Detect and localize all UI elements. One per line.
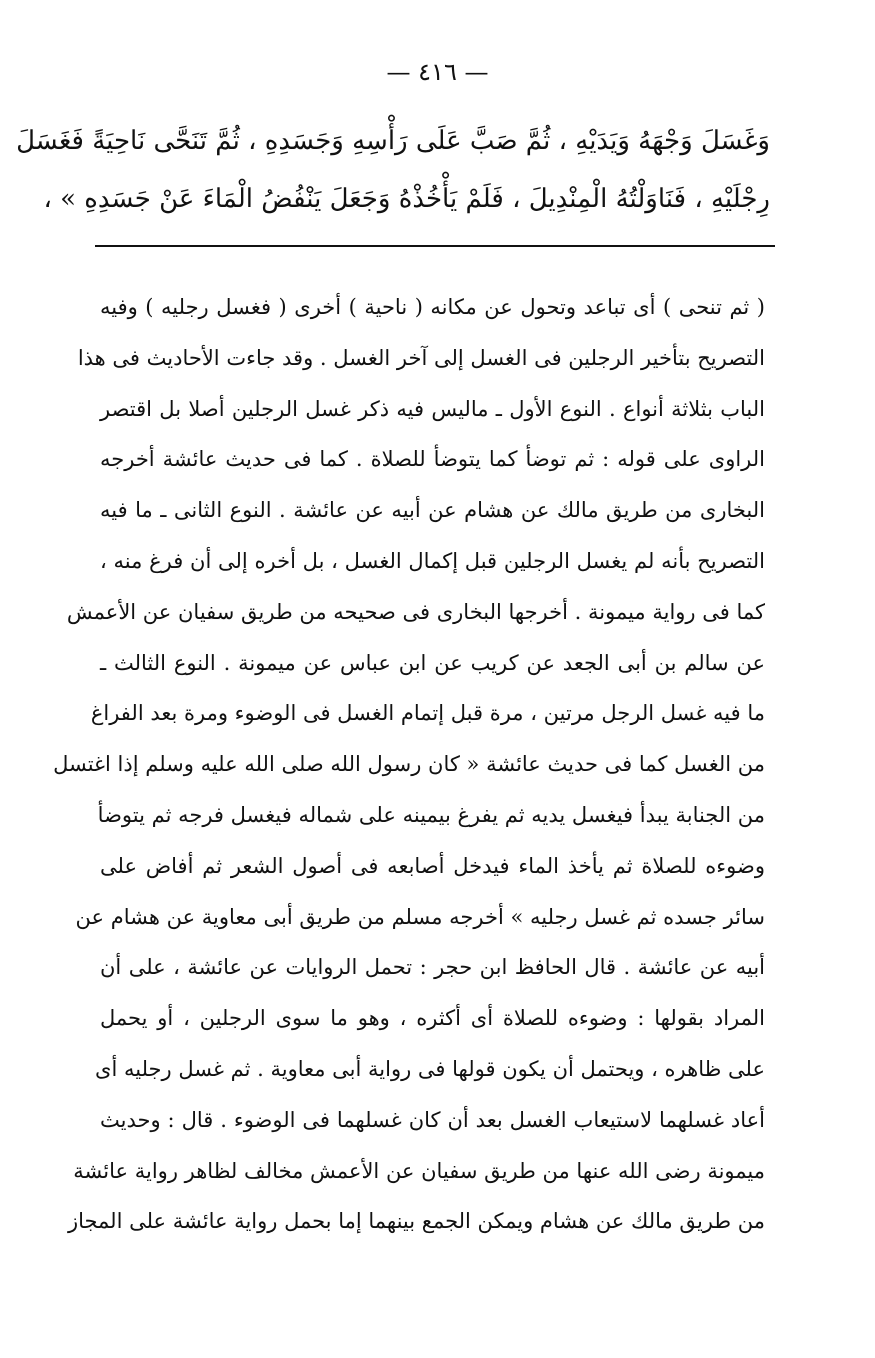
commentary-line: التصريح بتأخير الرجلين فى الغسل إلى آخر الغسل . وقد جاءت الأحاديث فى هذا (77, 345, 765, 370)
page-number: — ٤١٦ — (386, 58, 489, 86)
commentary-line: وضوءه للصلاة ثم يأخذ الماء فيدخل أصابعه فى أصول الشعر ثم أفاض على (100, 853, 765, 878)
commentary-line: من الجنابة يبدأ فيغسل يديه ثم يفرغ بيمينه على شماله فيغسل فرجه ثم يتوضأ (97, 802, 765, 827)
commentary-line: من طريق مالك عن هشام ويمكن الجمع بينهما إما بحمل رواية عائشة على المجاز (67, 1209, 765, 1234)
commentary-text-block (53, 282, 765, 1247)
commentary-line: أبيه عن عائشة . قال الحافظ ابن حجر : تحمل الروايات عن عائشة ، على أن (100, 955, 765, 980)
commentary-line: ( ثم تنحى ) أى تباعد وتحول عن مكانه ( ناحية ) أخرى ( فغسل رجليه ) وفيه (100, 295, 765, 319)
commentary-line: عن سالم بن أبى الجعد عن كريب عن ابن عباس عن ميمونة . النوع الثالث ـ (100, 650, 765, 675)
commentary-line: سائر جسده ثم غسل رجليه » أخرجه مسلم من طريق أبى معاوية عن هشام عن (75, 904, 765, 929)
commentary-line: الراوى على قوله : ثم توضأ كما يتوضأ للصلاة . كما فى حديث عائشة أخرجه (100, 447, 765, 472)
commentary-line: الباب بثلاثة أنواع . النوع الأول ـ ماليس فيه ذكر غسل الرجلين أصلا بل اقتصر (100, 396, 765, 421)
section-divider (95, 245, 775, 247)
commentary-line: ما فيه غسل الرجل مرتين ، مرة قبل إتمام الغسل فى الوضوء ومرة بعد الفراغ (90, 701, 765, 726)
hadith-text-block (16, 112, 770, 228)
commentary-line: على ظاهره ، ويحتمل أن يكون قولها فى رواية أبى معاوية . ثم غسل رجليه أى (95, 1056, 765, 1081)
commentary-line: البخارى من طريق مالك عن هشام عن أبيه عن عائشة . النوع الثانى ـ ما فيه (100, 498, 765, 523)
commentary-line: المراد بقولها : وضوءه للصلاة أى أكثره ، وهو ما سوى الرجلين ، أو يحمل (100, 1006, 765, 1031)
hadith-line: رِجْلَيْهِ ، فَنَاوَلْتُهُ الْمِنْدِيلَ ، فَلَمْ يَأْخُذْهُ وَجَعَلَ يَنْفُضُ الْمَاءَ عَنْ جَسَدِهِ » ، (43, 184, 770, 214)
hadith-line: وَغَسَلَ وَجْهَهُ وَيَدَيْهِ ، ثُمَّ صَبَّ عَلَى رَأْسِهِ وَجَسَدِهِ ، ثُمَّ تَنَحَّى نَاحِيَةً فَغَسَلَ (16, 126, 770, 156)
commentary-line: أعاد غسلهما لاستيعاب الغسل بعد أن كان غسلهما فى الوضوء . قال : وحديث (100, 1107, 765, 1132)
commentary-line: كما فى رواية ميمونة . أخرجها البخارى فى صحيحه من طريق سفيان عن الأعمش (66, 599, 765, 624)
commentary-line: التصريح بأنه لم يغسل الرجلين قبل إكمال الغسل ، بل أخره إلى أن فرغ منه ، (100, 548, 765, 573)
commentary-line: من الغسل كما فى حديث عائشة « كان رسول الله صلى الله عليه وسلم إذا اغتسل (53, 752, 765, 777)
commentary-line: ميمونة رضى الله عنها من طريق سفيان عن الأعمش مخالف لظاهر رواية عائشة (73, 1158, 765, 1183)
